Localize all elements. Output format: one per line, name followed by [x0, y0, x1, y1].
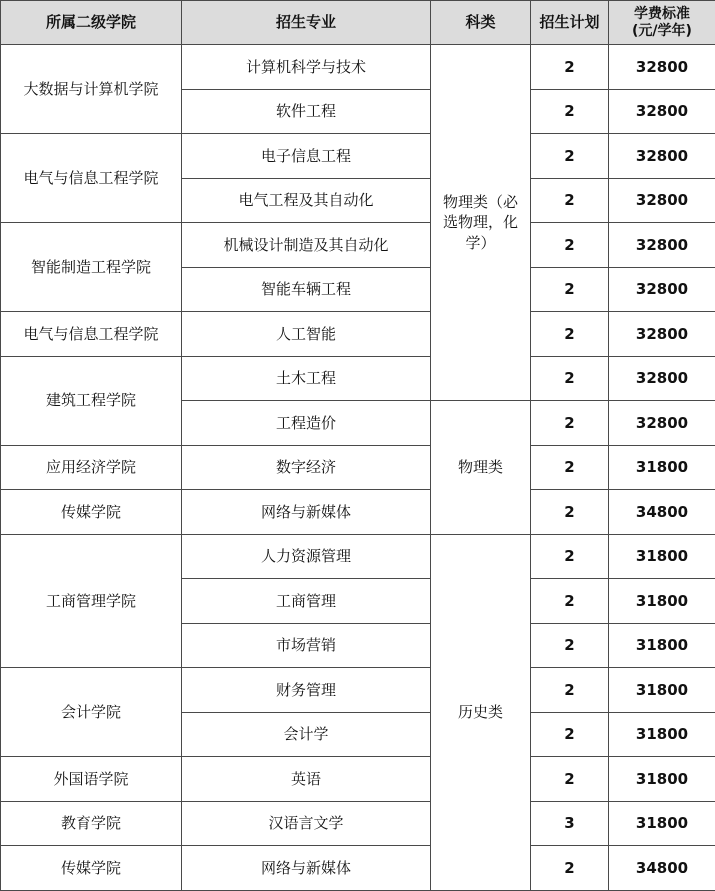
college-cell: 传媒学院: [1, 846, 182, 891]
fee-cell: 31800: [609, 579, 715, 624]
major-cell: 网络与新媒体: [182, 490, 431, 535]
fee-cell: 34800: [609, 490, 715, 535]
header-college: 所属二级学院: [1, 1, 182, 45]
major-cell: 计算机科学与技术: [182, 45, 431, 90]
fee-cell: 32800: [609, 178, 715, 223]
table-row: [1, 312, 715, 357]
plan-cell: 2: [531, 712, 609, 757]
major-cell: 机械设计制造及其自动化: [182, 223, 431, 268]
major-cell: 会计学: [182, 712, 431, 757]
plan-cell: 2: [531, 89, 609, 134]
major-cell: 软件工程: [182, 89, 431, 134]
fee-cell: 34800: [609, 846, 715, 891]
table-row: [1, 668, 715, 713]
fee-cell: 32800: [609, 89, 715, 134]
header-subject: 科类: [431, 1, 531, 45]
major-cell: 英语: [182, 757, 431, 802]
plan-cell: 2: [531, 668, 609, 713]
major-cell: 电气工程及其自动化: [182, 178, 431, 223]
college-cell: 大数据与计算机学院: [1, 45, 182, 134]
plan-cell: 2: [531, 445, 609, 490]
plan-cell: 2: [531, 623, 609, 668]
college-cell: 建筑工程学院: [1, 356, 182, 445]
major-cell: 土木工程: [182, 356, 431, 401]
plan-cell: 2: [531, 356, 609, 401]
college-cell: 会计学院: [1, 668, 182, 757]
fee-cell: 31800: [609, 445, 715, 490]
header-fee-line2: (元/学年): [611, 23, 713, 40]
plan-cell: 2: [531, 312, 609, 357]
plan-cell: 2: [531, 534, 609, 579]
fee-cell: 31800: [609, 668, 715, 713]
header-row: [1, 1, 715, 45]
plan-cell: 3: [531, 801, 609, 846]
college-cell: 外国语学院: [1, 757, 182, 802]
table-row: [1, 757, 715, 802]
plan-cell: 2: [531, 45, 609, 90]
plan-cell: 2: [531, 134, 609, 179]
plan-cell: 2: [531, 490, 609, 535]
fee-cell: 32800: [609, 401, 715, 446]
table-row: [1, 490, 715, 535]
fee-cell: 32800: [609, 267, 715, 312]
major-cell: 数字经济: [182, 445, 431, 490]
college-cell: 教育学院: [1, 801, 182, 846]
major-cell: 人工智能: [182, 312, 431, 357]
subject-cell: 物理类: [431, 401, 531, 535]
table-row: [1, 356, 715, 401]
fee-cell: 31800: [609, 712, 715, 757]
plan-cell: 2: [531, 846, 609, 891]
table-row: [1, 134, 715, 179]
plan-cell: 2: [531, 579, 609, 624]
table-row: [1, 445, 715, 490]
fee-cell: 32800: [609, 312, 715, 357]
college-cell: 电气与信息工程学院: [1, 312, 182, 357]
table-row: [1, 534, 715, 579]
header-plan: 招生计划: [531, 1, 609, 45]
major-cell: 网络与新媒体: [182, 846, 431, 891]
major-cell: 电子信息工程: [182, 134, 431, 179]
major-cell: 智能车辆工程: [182, 267, 431, 312]
header-major: 招生专业: [182, 1, 431, 45]
plan-cell: 2: [531, 178, 609, 223]
major-cell: 人力资源管理: [182, 534, 431, 579]
table-row: [1, 801, 715, 846]
table-row: [1, 846, 715, 891]
major-cell: 财务管理: [182, 668, 431, 713]
college-cell: 应用经济学院: [1, 445, 182, 490]
major-cell: 汉语言文学: [182, 801, 431, 846]
fee-cell: 32800: [609, 356, 715, 401]
table-row: [1, 223, 715, 268]
plan-cell: 2: [531, 757, 609, 802]
subject-group-1: 物理类（必选物理，化学）: [439, 192, 523, 253]
header-fee-line1: 学费标准: [611, 6, 713, 23]
plan-cell: 2: [531, 267, 609, 312]
fee-cell: 31800: [609, 801, 715, 846]
fee-cell: 32800: [609, 223, 715, 268]
college-cell: 工商管理学院: [1, 534, 182, 668]
fee-cell: 32800: [609, 134, 715, 179]
major-cell: 工程造价: [182, 401, 431, 446]
college-cell: 智能制造工程学院: [1, 223, 182, 312]
fee-cell: 32800: [609, 45, 715, 90]
header-fee: [609, 1, 715, 45]
major-cell: 工商管理: [182, 579, 431, 624]
college-cell: 电气与信息工程学院: [1, 134, 182, 223]
subject-cell: [431, 45, 531, 401]
table-row: [1, 45, 715, 90]
fee-cell: 31800: [609, 623, 715, 668]
subject-cell: 历史类: [431, 534, 531, 890]
fee-cell: 31800: [609, 534, 715, 579]
major-cell: 市场营销: [182, 623, 431, 668]
college-cell: 传媒学院: [1, 490, 182, 535]
fee-cell: 31800: [609, 757, 715, 802]
plan-cell: 2: [531, 223, 609, 268]
plan-cell: 2: [531, 401, 609, 446]
